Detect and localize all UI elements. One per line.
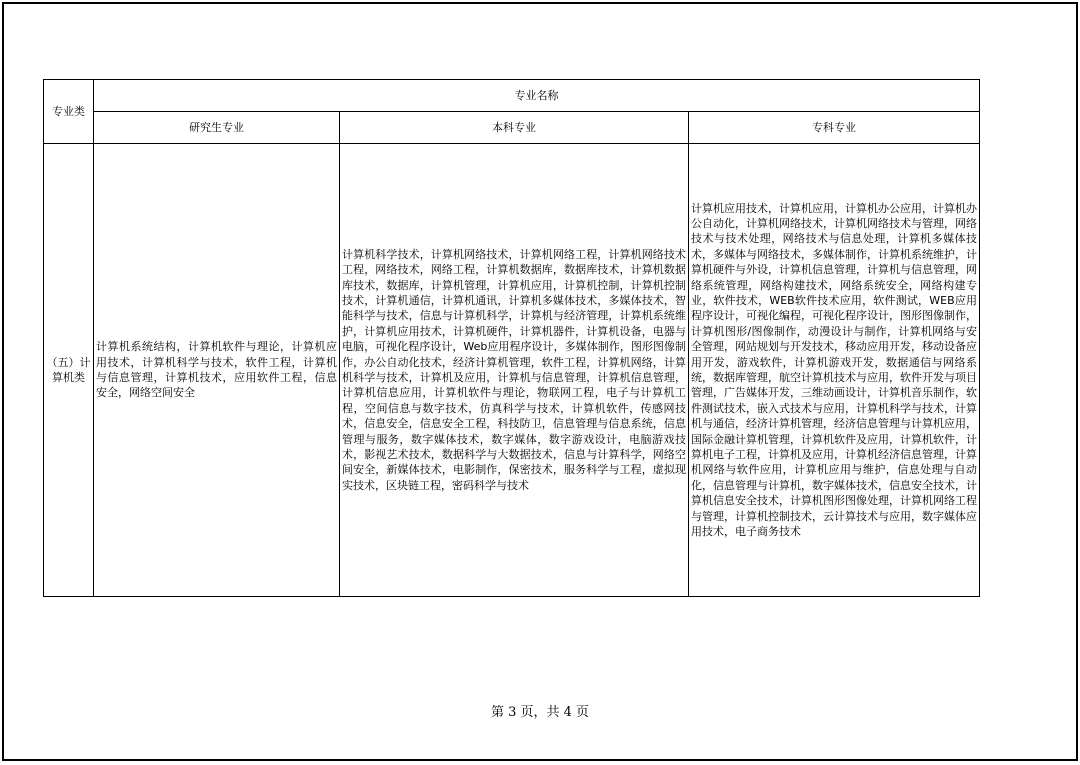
header-junior-college: 专科专业 bbox=[689, 112, 980, 144]
header-major-name: 专业名称 bbox=[94, 80, 980, 112]
row-junior-college-majors: 计算机应用技术，计算机应用，计算机办公应用，计算机办公自动化，计算机网络技术，计算机网络技术与管理，网络技术与技术处理，网络技术与信息处理，计算机多媒体技术，多媒体与网络技术，多媒体制作，计算机系统维护，计算机硬件与外设，计算机信息管理，计算机与信息管理，网络系统管理，网络构建技术，网络系统安全，网络构建专业，软件技术，WEB软件技术应用，软件测试，WEB应用程序设计，可视化编程，可视化程序设计，图形图像制作，计算机图形/图像制作，动漫设计与制作，计算机网络与安全管理，网站规划与开发技术，移动应用开发，移动设备应用开发，游戏软件，计算机游戏开发，数据通信与网络系统，数据库管理，航空计算机技术与应用，软件开发与项目管理，广告媒体开发，三维动画设计，计算机音乐制作，软件测试技术，嵌入式技术与应用，计算机科学与技术，计算机与通信，经济计算机管理，经济信息管理与计算机应用，国际金融计算机管理，计算机软件及应用，计算机软件，计算机电子工程，计算机及应用，计算机经济信息管理，计算机网络与软件应用，计算机应用与维护，信息处理与自动化，信息管理与计算机，数字媒体技术，信息安全技术，计算机信息安全技术，计算机图形图像处理，计算机网络工程与管理，计算机控制技术，云计算技术与应用，数字媒体应用技术，电子商务技术 bbox=[689, 144, 980, 597]
document-page bbox=[2, 2, 1078, 761]
row-category: （五）计算机类 bbox=[44, 144, 94, 597]
page-number: 第 3 页，共 4 页 bbox=[490, 705, 590, 720]
header-category: 专业类 bbox=[44, 80, 94, 144]
row-graduate-majors: 计算机系统结构，计算机软件与理论，计算机应用技术，计算机科学与技术，软件工程，计算机与信息管理，计算机技术，应用软件工程，信息安全，网络空间安全 bbox=[94, 144, 340, 597]
header-graduate: 研究生专业 bbox=[94, 112, 340, 144]
table-row bbox=[44, 144, 980, 597]
row-undergraduate-majors: 计算机科学技术，计算机网络技术，计算机网络工程，计算机网络技术工程，网络技术，网络工程，计算机数据库，数据库技术，计算机数据库技术，数据库，计算机管理，计算机应用，计算机控制，计算机控制技术，计算机通信，计算机通讯，计算机多媒体技术，多媒体技术，智能科学与技术，信息与计算机科学，计算机与经济管理，计算机系统维护，计算机应用技术，计算机硬件，计算机器件，计算机设备，电器与电脑，可视化程序设计，Web应用程序设计，多媒体制作，图形图像制作，办公自动化技术，经济计算机管理，软件工程，计算机网络，计算机科学与技术，计算机及应用，计算机与信息管理，计算机信息管理，计算机信息应用，计算机软件与理论，物联网工程，电子与计算机工程，空间信息与数字技术，仿真科学与技术，计算机软件，传感网技术，信息安全，信息安全工程，科技防卫，信息管理与信息系统，信息管理与服务，数字媒体技术，数字媒体，数字游戏设计，电脑游戏技术，影视艺术技术，数据科学与大数据技术，信息与计算科学，网络空间安全，新媒体技术，电影制作，保密技术，服务科学与工程，虚拟现实技术，区块链工程，密码科学与技术 bbox=[340, 144, 689, 597]
table-header-row-2 bbox=[44, 112, 980, 144]
header-undergraduate: 本科专业 bbox=[340, 112, 689, 144]
table-header-row-1 bbox=[44, 80, 980, 112]
major-catalog-table bbox=[43, 79, 980, 597]
